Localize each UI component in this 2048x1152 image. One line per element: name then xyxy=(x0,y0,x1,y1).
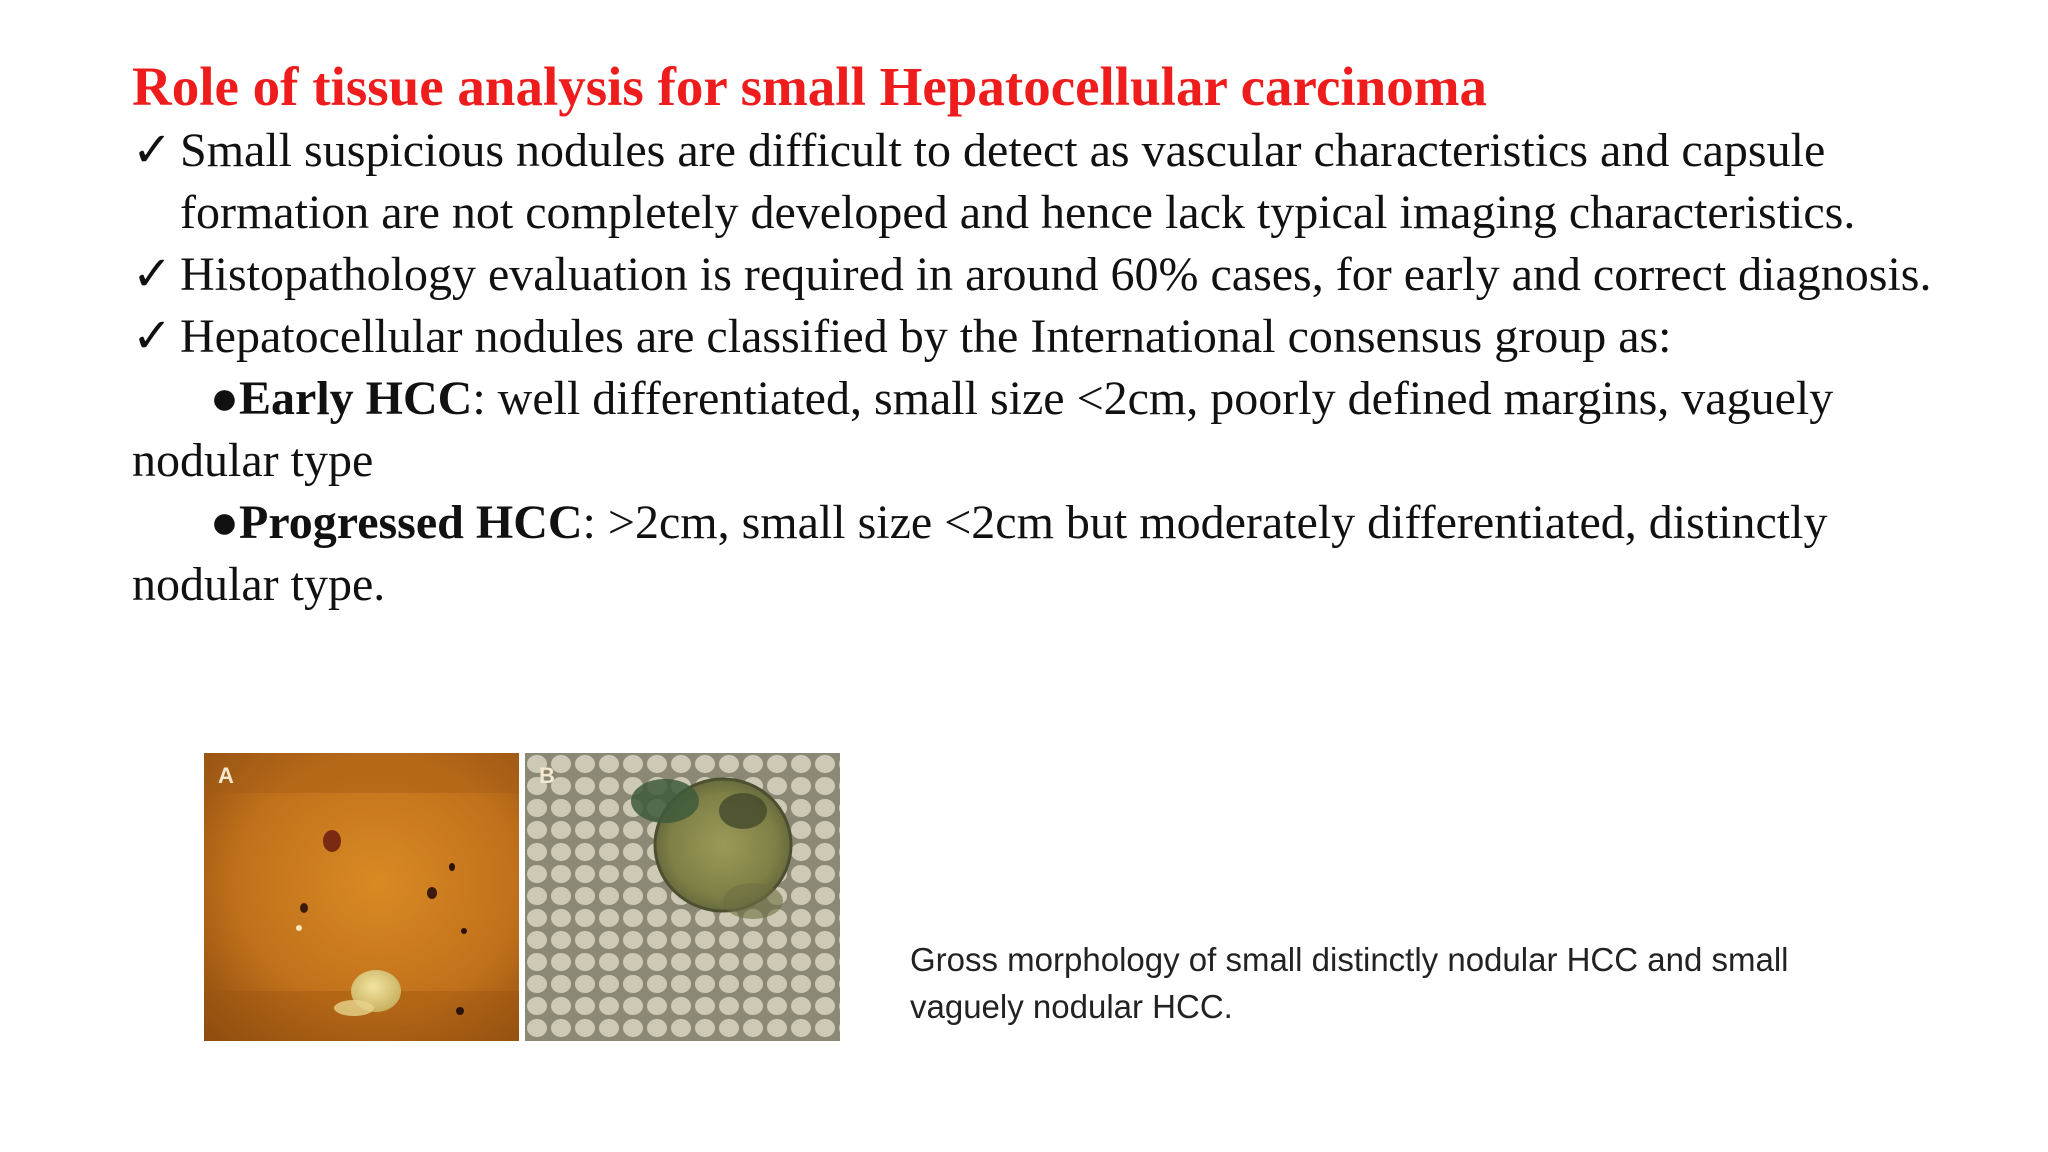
panel-label: A xyxy=(218,763,234,788)
sub-item-description: : well differentiated, small size <2cm, poorly defined margins, vaguely nodular type xyxy=(132,372,1834,487)
sub-item-progressed-hcc xyxy=(132,492,1952,616)
bullet-dot-icon: ● xyxy=(210,372,239,425)
sub-item-early-hcc xyxy=(132,368,1952,492)
bullet-dot-icon: ● xyxy=(210,496,239,549)
panel-label: B xyxy=(539,763,555,788)
liver-specimen-a-image xyxy=(204,753,519,1041)
check-icon: ✓ xyxy=(132,124,173,177)
check-icon: ✓ xyxy=(132,248,173,301)
sub-item-term: Progressed HCC xyxy=(239,496,583,549)
bullet-text: Hepatocellular nodules are classified by the International consensus group as: xyxy=(180,310,1672,363)
bullet-text: Small suspicious nodules are difficult to detect as vascular characteristics and capsule formation are not completely developed and hence lack typical imaging characteristics. xyxy=(180,124,1856,239)
bullet-item-1 xyxy=(132,120,1952,244)
figure-caption: Gross morphology of small distinctly nodular HCC and small vaguely nodular HCC. xyxy=(910,941,1789,1025)
gross-morphology-figure xyxy=(204,753,840,1041)
bullet-item-3 xyxy=(132,306,1952,368)
bullet-text: Histopathology evaluation is required in around 60% cases, for early and correct diagnosis. xyxy=(180,248,1932,301)
photo-panel-b xyxy=(525,753,840,1041)
sub-item-term: Early HCC xyxy=(239,372,473,425)
bullet-list xyxy=(132,120,1952,616)
slide-title: Role of tissue analysis for small Hepatocellular carcinoma xyxy=(132,56,1488,117)
sub-item-description: : >2cm, small size <2cm but moderately differentiated, distinctly nodular type. xyxy=(132,496,1828,611)
photo-panel-a xyxy=(204,753,519,1041)
check-icon: ✓ xyxy=(132,310,173,363)
bullet-item-2 xyxy=(132,244,1952,306)
liver-specimen-b-image xyxy=(525,753,840,1041)
